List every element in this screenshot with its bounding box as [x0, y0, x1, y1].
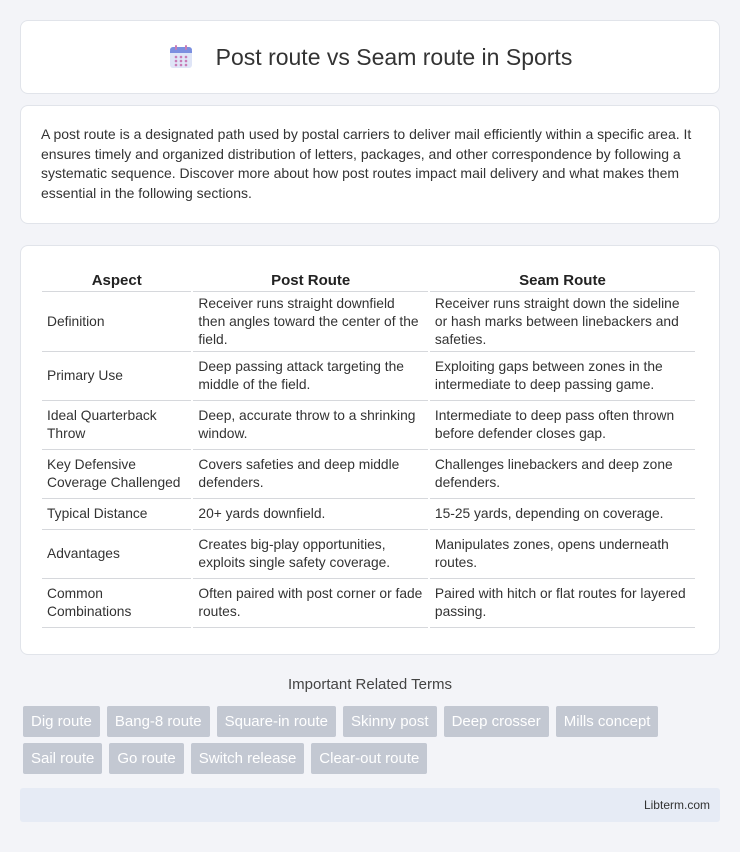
table-cell: Receiver runs straight down the sideline or hash marks between linebackers and safeties. — [430, 292, 695, 352]
related-term-tag[interactable]: Bang-8 route — [107, 706, 210, 737]
table-cell: Key Defensive Coverage Challenged — [42, 450, 191, 499]
table-cell: Ideal Quarterback Throw — [42, 401, 191, 450]
table-row — [42, 352, 695, 401]
comparison-card — [20, 245, 720, 655]
calendar-icon — [168, 44, 194, 70]
title-card — [20, 20, 720, 94]
table-row — [42, 530, 695, 579]
comparison-table — [40, 266, 697, 628]
table-cell: Intermediate to deep pass often thrown before defender closes gap. — [430, 401, 695, 450]
footer-brand-link[interactable]: Libterm.com — [643, 798, 710, 812]
table-cell: Deep passing attack targeting the middle of the field. — [193, 352, 427, 401]
table-cell: Often paired with post corner or fade routes. — [193, 579, 427, 628]
table-cell: Deep, accurate throw to a shrinking window. — [193, 401, 427, 450]
table-cell: 15-25 yards, depending on coverage. — [430, 499, 695, 530]
table-cell: Challenges linebackers and deep zone defenders. — [430, 450, 695, 499]
table-row — [42, 292, 695, 352]
related-term-tag[interactable]: Mills concept — [556, 706, 659, 737]
table-cell: Common Combinations — [42, 579, 191, 628]
column-header-aspect: Aspect — [42, 266, 191, 292]
related-term-tag[interactable]: Square-in route — [217, 706, 336, 737]
related-term-tag[interactable]: Dig route — [23, 706, 100, 737]
table-cell: Advantages — [42, 530, 191, 579]
table-cell: Primary Use — [42, 352, 191, 401]
intro-text: A post route is a designated path used by postal carriers to deliver mail efficiently within a specific area. It ensures timely and organized distribution of letters, packages, and other correspondence by following a systematic sequence. Discover more about how post routes impact mail delivery and what makes them essential in the following sections. — [41, 126, 692, 201]
intro-card — [20, 105, 720, 224]
related-term-tag[interactable]: Clear-out route — [311, 743, 427, 774]
table-row — [42, 499, 695, 530]
column-header-seam-route: Seam Route — [430, 266, 695, 292]
table-cell: Paired with hitch or flat routes for layered passing. — [430, 579, 695, 628]
column-header-post-route: Post Route — [193, 266, 427, 292]
table-cell: Receiver runs straight downfield then angles toward the center of the field. — [193, 292, 427, 352]
table-cell: Exploiting gaps between zones in the intermediate to deep passing game. — [430, 352, 695, 401]
table-cell: 20+ yards downfield. — [193, 499, 427, 530]
table-cell: Typical Distance — [42, 499, 191, 530]
table-row — [42, 450, 695, 499]
page-title: Post route vs Seam route in Sports — [215, 43, 573, 70]
table-header-row — [42, 266, 695, 292]
table-cell: Covers safeties and deep middle defenders. — [193, 450, 427, 499]
table-cell: Creates big-play opportunities, exploits single safety coverage. — [193, 530, 427, 579]
related-term-tag[interactable]: Switch release — [191, 743, 305, 774]
related-terms-title: Important Related Terms — [288, 676, 452, 693]
table-row — [42, 579, 695, 628]
related-term-tag[interactable]: Sail route — [23, 743, 102, 774]
table-row — [42, 401, 695, 450]
related-term-tag[interactable]: Go route — [109, 743, 183, 774]
footer — [20, 788, 720, 822]
table-cell: Manipulates zones, opens underneath routes. — [430, 530, 695, 579]
related-term-tag[interactable]: Deep crosser — [444, 706, 549, 737]
related-term-tag[interactable]: Skinny post — [343, 706, 437, 737]
related-terms-list — [23, 706, 723, 780]
table-cell: Definition — [42, 292, 191, 352]
